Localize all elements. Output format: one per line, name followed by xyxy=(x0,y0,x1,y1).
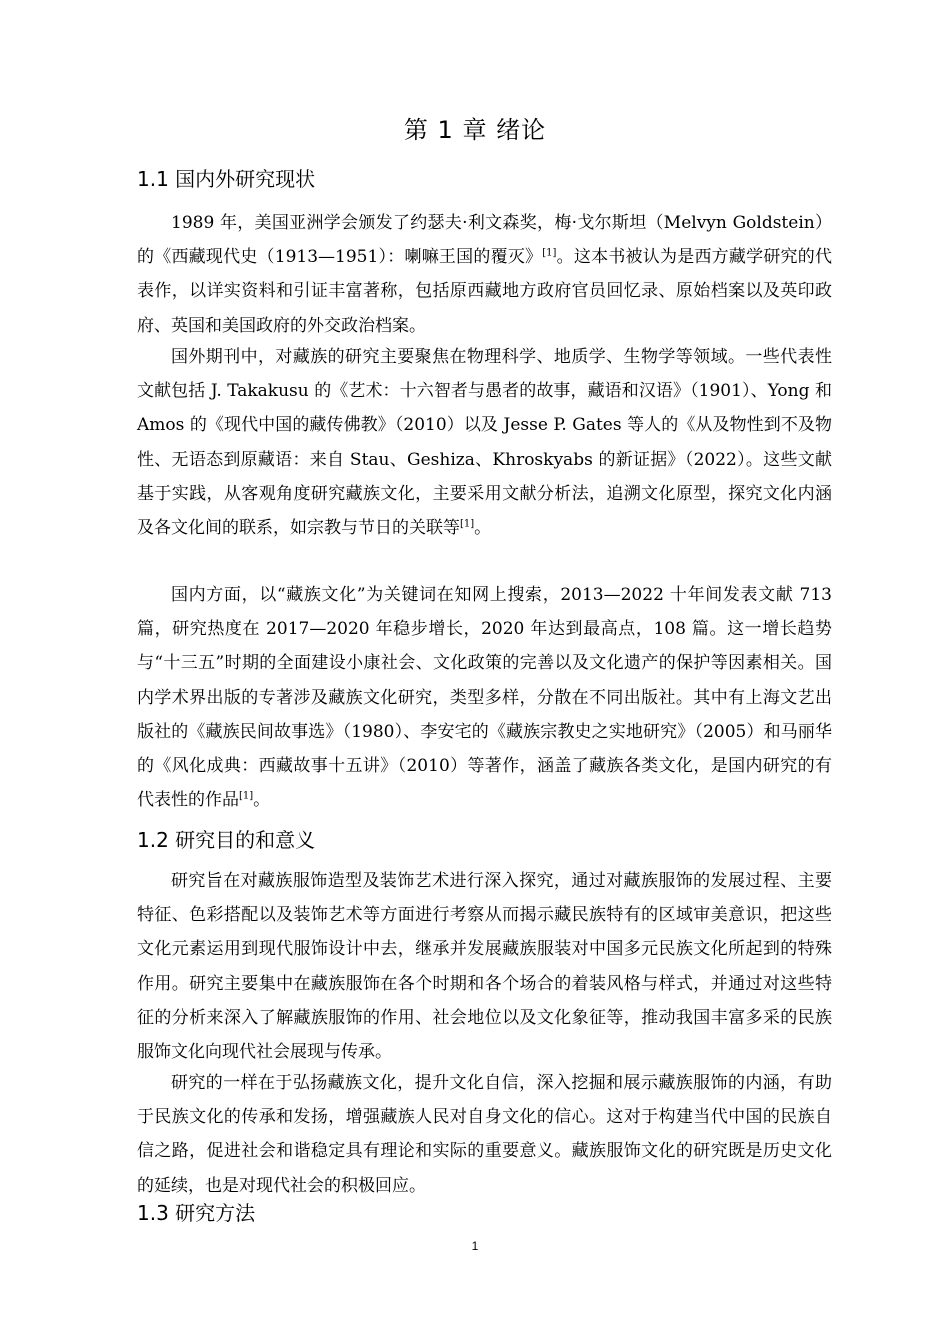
section-heading-1-1: 1.1 国内外研究现状 xyxy=(137,167,316,191)
paragraph-text-tail: 。 xyxy=(474,518,492,539)
citation-marker: [1] xyxy=(542,247,557,259)
section-heading-1-2: 1.2 研究目的和意义 xyxy=(137,828,316,852)
paragraph-1-1-a xyxy=(137,206,832,343)
chapter-title: 第 1 章 绪论 xyxy=(403,116,547,144)
paragraph-text-tail: 。这本书被认为是西方藏学研究的代表作，以详实资料和引证丰富著称，包括原西藏地方政府官员回忆录、原始档案以及英印政府、英国和美国政府的外交政治档案。 xyxy=(137,247,833,336)
section-heading-1-3: 1.3 研究方法 xyxy=(137,1201,256,1225)
paragraph-1-2-a xyxy=(137,864,832,1069)
paragraph-1-1-c xyxy=(137,578,832,817)
paragraph-text: 国外期刊中，对藏族的研究主要聚焦在物理科学、地质学、生物学等领域。一些代表性文献包括 J. Takakusu 的《艺术：十六智者与愚者的故事，藏语和汉语》（1901）、Yong 和 Amos 的《现代中国的藏传佛教》（2010）以及 Jesse P. Gates 等人的《从及物性到不及物性、无语态到原藏语：来自 Stau、Geshiza、Khroskyabs 的新证据》（2022）。这些文献基于实践，从客观角度研究藏族文化，主要采用文献分析法，追溯文化原型，探究文化内涵及各文化间的联系，如宗教与节日的关联等 xyxy=(137,347,832,539)
citation-marker: [1] xyxy=(239,790,254,802)
paragraph-1-1-b xyxy=(137,340,832,545)
paragraph-1-2-b xyxy=(137,1066,832,1203)
page-number: 1 xyxy=(471,1239,479,1253)
paragraph-text: 国内方面，以“藏族文化”为关键词在知网上搜索，2013—2022 十年间发表文献 713 篇，研究热度在 2017—2020 年稳步增长，2020 年达到最高点，108 篇。这一增长趋势与“十三五”时期的全面建设小康社会、文化政策的完善以及文化遗产的保护等因素相关。国内学术界出版的专著涉及藏族文化研究，类型多样，分散在不同出版社。其中有上海文艺出版社的《藏族民间故事选》（1980）、李安宅的《藏族宗教史之实地研究》（2005）和马丽华的《风化成典：西藏故事十五讲》（2010）等著作，涵盖了藏族各类文化，是国内研究的有代表性的作品 xyxy=(137,585,832,811)
paragraph-text: 研究旨在对藏族服饰造型及装饰艺术进行深入探究，通过对藏族服饰的发展过程、主要特征、色彩搭配以及装饰艺术等方面进行考察从而揭示藏民族特有的区域审美意识，把这些文化元素运用到现代服饰设计中去，继承并发展藏族服装对中国多元民族文化所起到的特殊作用。研究主要集中在藏族服饰在各个时期和各个场合的着装风格与样式，并通过对这些特征的分析来深入了解藏族服饰的作用、社会地位以及文化象征等，推动我国丰富多采的民族服饰文化向现代社会展现与传承。 xyxy=(137,871,832,1063)
paragraph-text: 1989 年，美国亚洲学会颁发了约瑟夫·利文森奖，梅·戈尔斯坦（Melvyn Goldstein）的《西藏现代史（1913—1951）：喇嘛王国的覆灭》 xyxy=(137,213,832,268)
paragraph-text: 研究的一样在于弘扬藏族文化，提升文化自信，深入挖掘和展示藏族服饰的内涵，有助于民族文化的传承和发扬，增强藏族人民对自身文化的信心。这对于构建当代中国的民族自信之路，促进社会和谐稳定具有理论和实际的重要意义。藏族服饰文化的研究既是历史文化的延续，也是对现代社会的积极回应。 xyxy=(137,1073,832,1196)
citation-marker: [1] xyxy=(460,518,475,530)
paragraph-text-tail: 。 xyxy=(253,790,271,811)
